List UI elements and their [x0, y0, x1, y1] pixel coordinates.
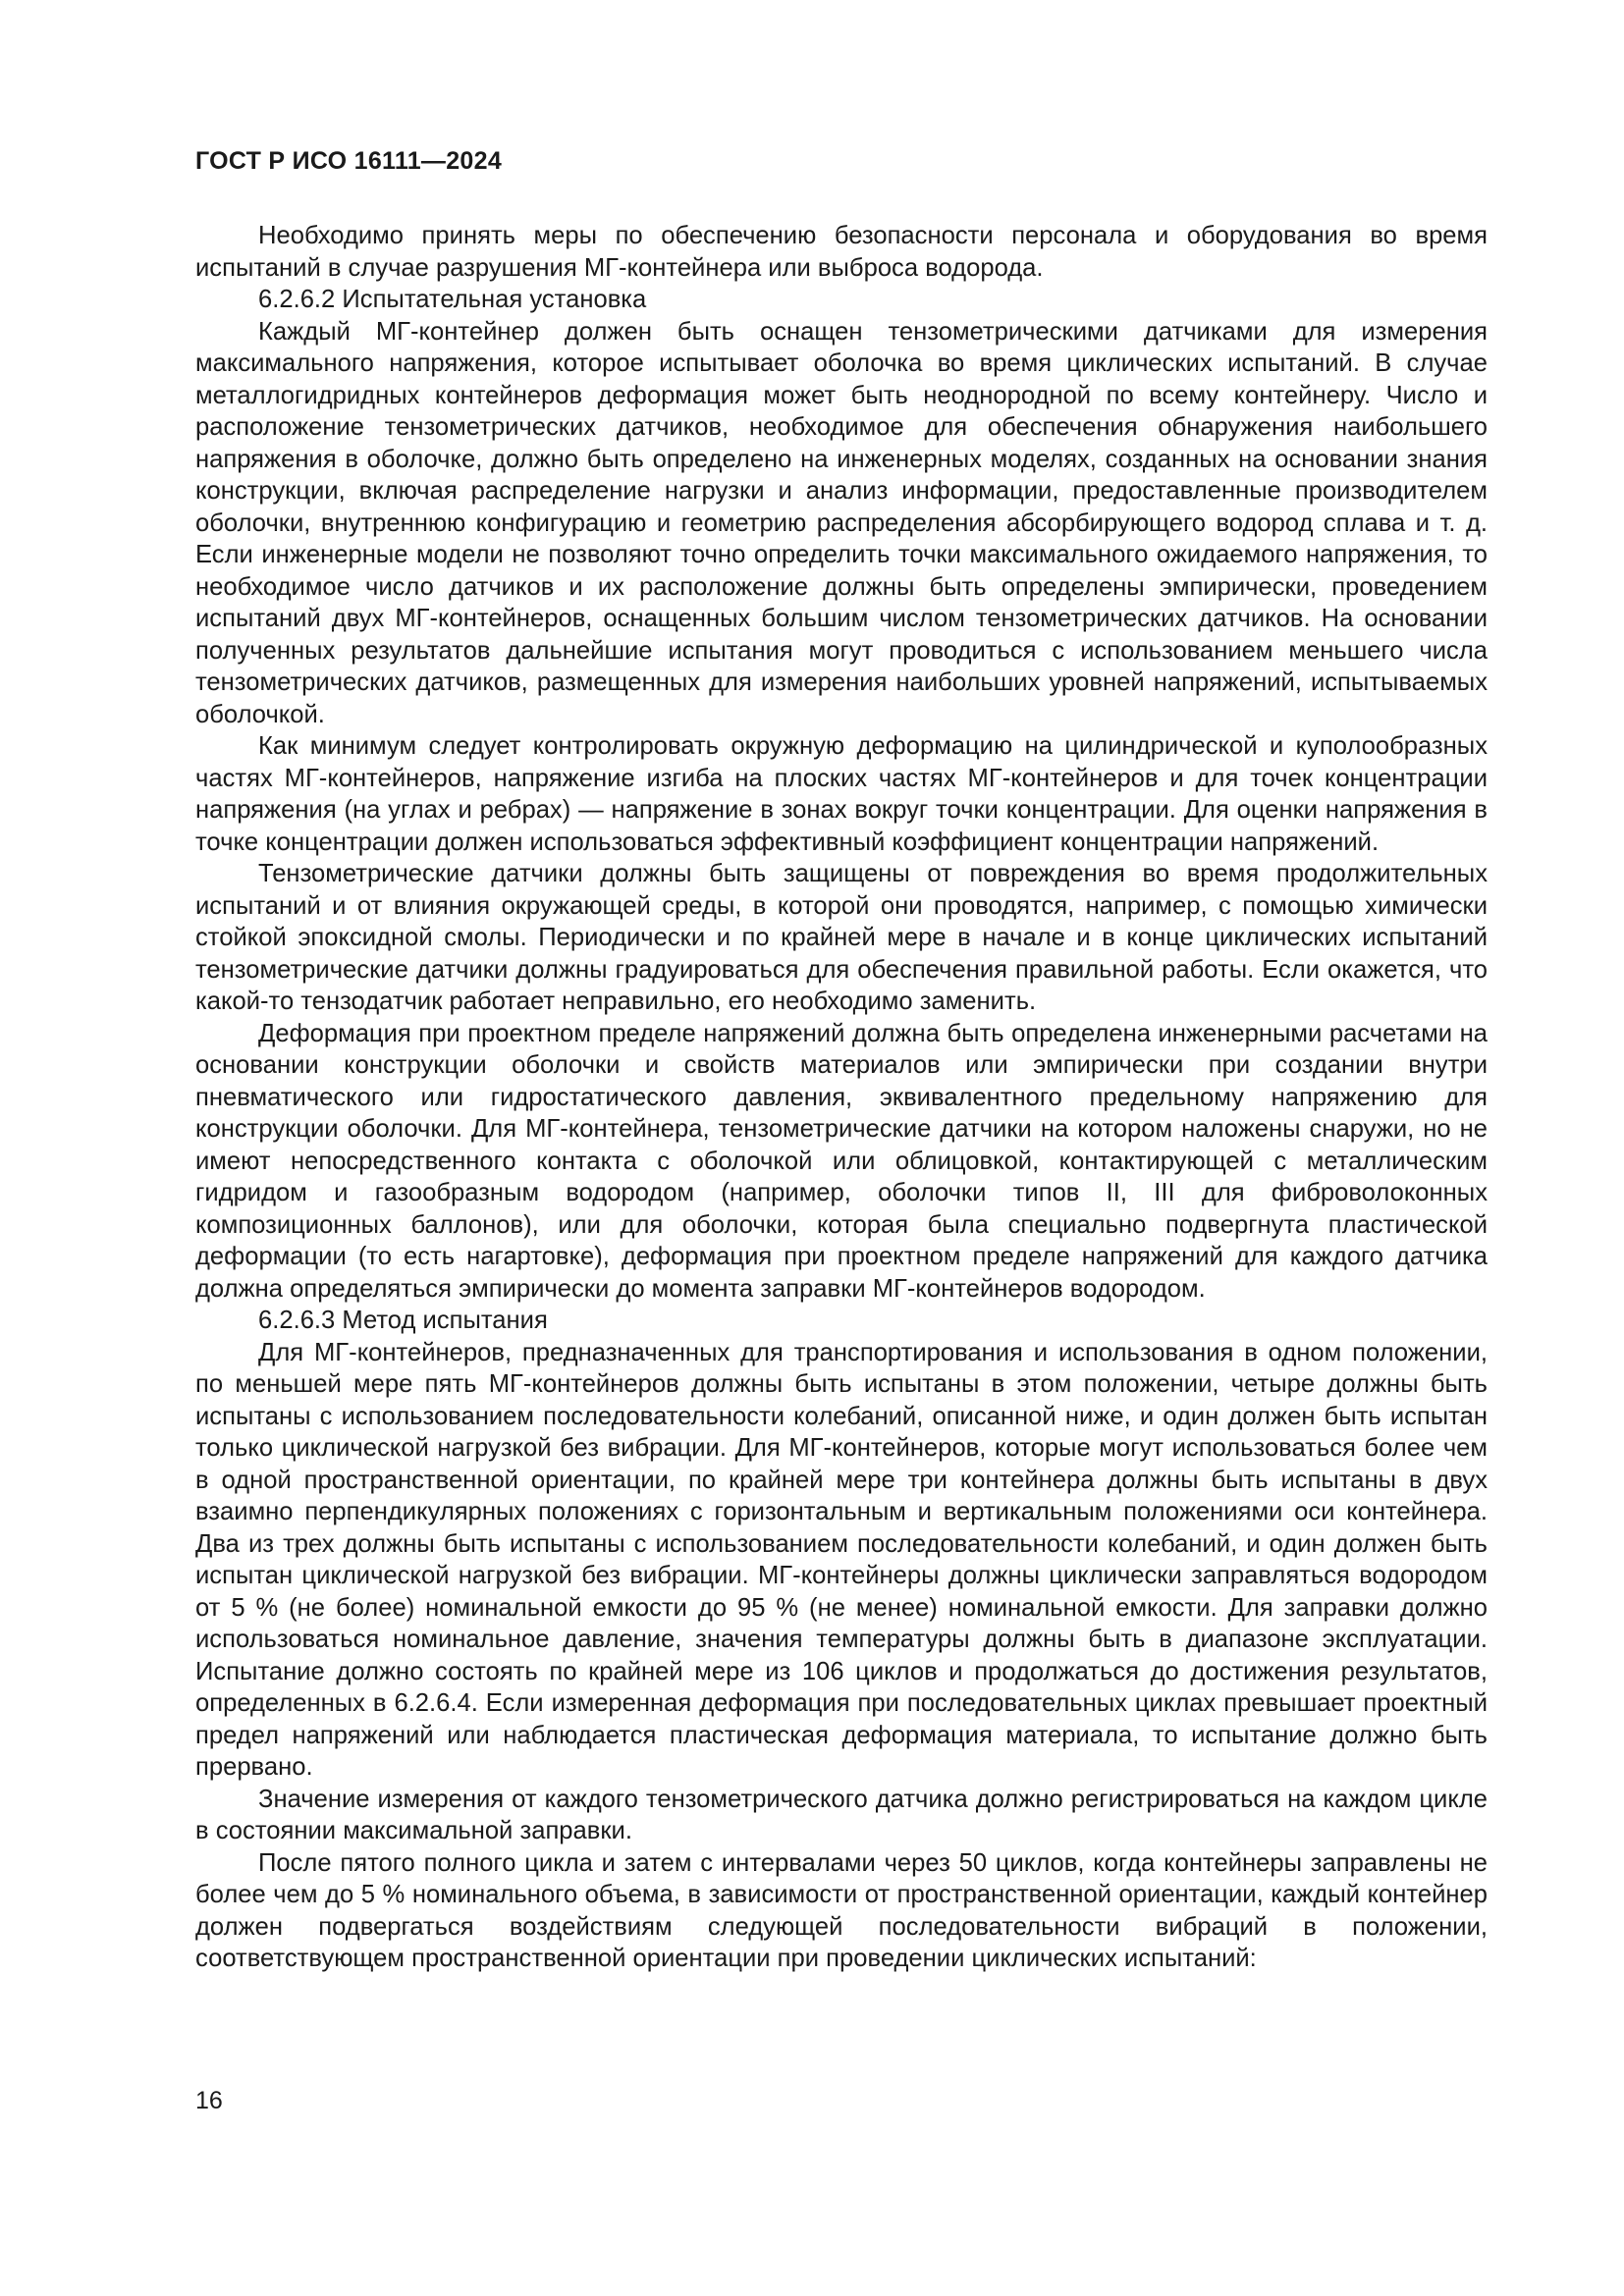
paragraph-strain-gauges: Каждый МГ-контейнер должен быть оснащен тензометрическими датчиками для измерения максимального напряжения, которое испытывает оболочка во время циклических испытаний. В случае металлогидридных контейнеров деформация может быть неоднородной по всему контейнеру. Число и расположение тензометрических датчиков, необходимое для обеспечения обнаружения наибольшего напряжения в оболочке, должно быть определено на инженерных моделях, созданных на основании знания конструкции, включая распределение нагрузки и анализ информации, предоставленные производителем оболочки, внутреннюю конфигурацию и геометрию распределения абсорбирующего водород сплава и т. д. Если инженерные модели не позволяют точно определить точки максимального ожидаемого напряжения, то необходимое число датчиков и их расположение должны быть определены эмпирически, проведением испытаний двух МГ-контейнеров, оснащенных большим числом тензометрических датчиков. На основании полученных результатов дальнейшие испытания могут проводиться с использованием меньшего числа тензометрических датчиков, размещенных для измерения наибольших уровней напряжений, испытываемых оболочкой.	[195, 317, 1488, 728]
document-body	[195, 220, 1488, 1975]
paragraph-safety: Необходимо принять меры по обеспечению безопасности персонала и оборудования во время испытаний в случае разрушения МГ-контейнера или выброса водорода.	[195, 222, 1488, 282]
paragraph-gauge-protection: Тензометрические датчики должны быть защищены от повреждения во время продолжительных испытаний и от влияния окружающей среды, в которой они проводятся, например, с помощью химически стойкой эпоксидной смолы. Периодически и по крайней мере в начале и в конце циклических испытаний тензометрические датчики должны градуироваться для обеспечения правильной работы. Если окажется, что какой-то тензодатчик работает неправильно, его необходимо заменить.	[195, 860, 1488, 1015]
paragraph-measurement-recording: Значение измерения от каждого тензометрического датчика должно регистрироваться на каждом цикле в состоянии максимальной заправки.	[195, 1785, 1488, 1844]
paragraph-test-method: Для МГ-контейнеров, предназначенных для транспортирования и использования в одном положении, по меньшей мере пять МГ-контейнеров должны быть испытаны в этом положении, четыре должны быть испытаны с использованием последовательности колебаний, описанной ниже, и один должен быть испытан только циклической нагрузкой без вибрации. Для МГ-контейнеров, которые могут использоваться более чем в одной пространственной ориентации, по крайней мере три контейнера должны быть испытаны в двух взаимно перпендикулярных положениях с горизонтальным и вертикальным положениями оси контейнера. Два из трех должны быть испытаны с использованием последовательности колебаний, и один должен быть испытан циклической нагрузкой без вибрации. МГ-контейнеры должны циклически заправляться водородом от 5 % (не более) номинальной емкости до 95 % (не менее) номинальной емкости. Для заправки должно использоваться номинальное давление, значения температуры должны быть в диапазоне эксплуатации. Испытание должно состоять по крайней мере из 106 циклов и продолжаться до достижения результатов, определенных в 6.2.6.4. Если измеренная деформация при последовательных циклах превышает проектный предел напряжений или наблюдается пластическая деформация материала, то испытание должно быть прервано.	[195, 1338, 1488, 1781]
paragraph-vibration-sequence: После пятого полного цикла и затем с интервалами через 50 циклов, когда контейнеры заправлены не более чем до 5 % номинального объема, в зависимости от пространственной ориентации, каждый контейнер должен подвергаться воздействиям следующей последовательности вибраций в положении, соответствующем пространственной ориентации при проведении циклических испытаний:	[195, 1848, 1488, 1972]
paragraph-design-stress-limit: Деформация при проектном пределе напряжений должна быть определена инженерными расчетами на основании конструкции оболочки и свойств материалов или эмпирически при создании внутри пневматического или гидростатического давления, эквивалентного предельному напряжению для конструкции оболочки. Для МГ-контейнера, тензометрические датчики на котором наложены снаружи, но не имеют непосредственного контакта с оболочкой или облицовкой, контактирующей с металлическим гидридом и газообразным водородом (например, оболочки типов II, III для фиброволоконных композиционных баллонов), или для оболочки, которая была специально подвергнута пластической деформации (то есть нагартовке), деформация при проектном пределе напряжений для каждого датчика должна определяться эмпирически до момента заправки МГ-контейнеров водородом.	[195, 1019, 1488, 1303]
section-heading-6-2-6-3: 6.2.6.3 Метод испытания	[258, 1307, 548, 1334]
paragraph-hoop-strain: Как минимум следует контролировать окружную деформацию на цилиндрической и куполообразных частях МГ-контейнеров, напряжение изгиба на плоских частях МГ-контейнеров и для точек концентрации напряжения (на углах и ребрах) — напряжение в зонах вокруг точки концентрации. Для оценки напряжения в точке концентрации должен использоваться эффективный коэффициент концентрации напряжений.	[195, 732, 1488, 856]
page-number: 16	[195, 2087, 223, 2114]
document-header: ГОСТ Р ИСО 16111—2024	[195, 147, 503, 175]
section-heading-6-2-6-2: 6.2.6.2 Испытательная установка	[258, 286, 647, 313]
